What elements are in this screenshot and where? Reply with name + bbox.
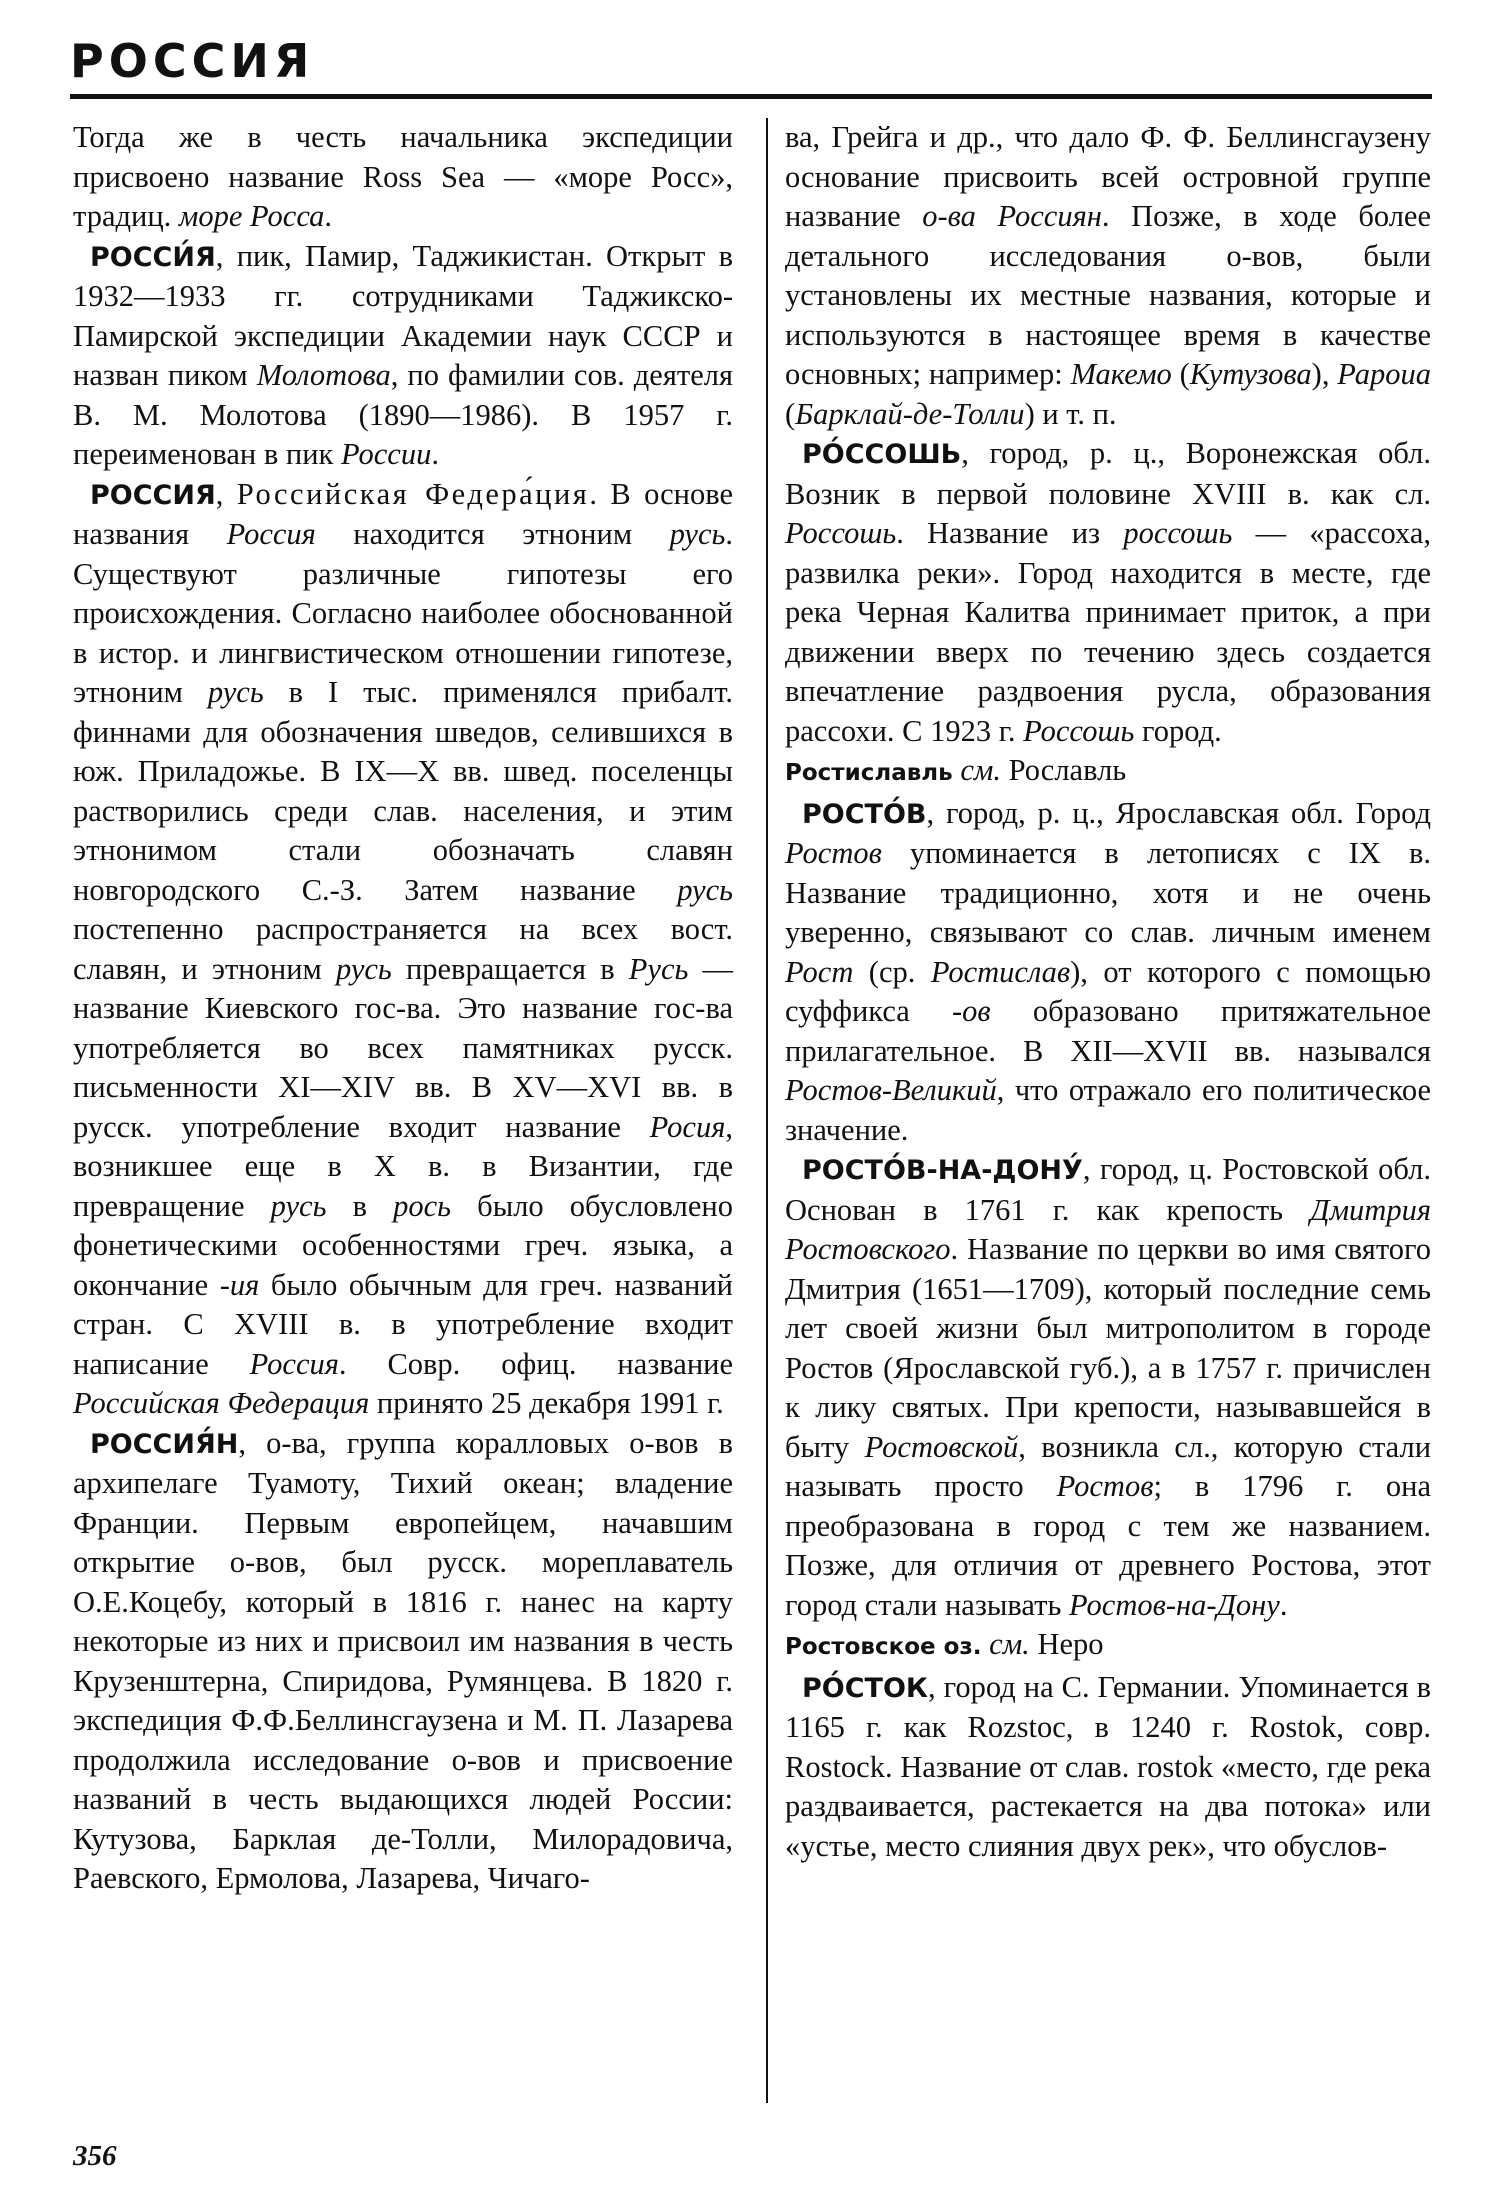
entry-continuation: Тогда же в честь начальника экспедиции присвоено название Ross Sea — «море Росс», традиц. море Росса.: [73, 120, 733, 233]
entry-continuation: ва, Грейга и др., что дало Ф. Ф. Беллинсгаузену основание присвоить всей островной группе название о-ва Россиян. Позже, в ходе более детального исследования о-вов, были установлены их местные названия, которые и используются в настоящее время в качестве основных; например: Макемо (Кутузова), Рароиа (Барклай-де-Толли) и т. п.: [785, 120, 1431, 431]
headword: РОССИЯ́Н: [90, 1428, 239, 1460]
right-column: [785, 118, 1431, 1866]
page-number: 356: [73, 2140, 117, 2172]
column-divider: [766, 118, 768, 2103]
headword: Ростиславль: [785, 760, 953, 786]
entry-rostov: РОСТО́В, город, р. ц., Ярославская обл. Город Ростов упоминается в летописях с IX в. Название традиционно, хотя и не очень уверенно, связывают со слав. личным именем Рост (ср. Ростислав), от которого с помощью суффикса -ов образовано притяжательное прилагательное. В XII—XVII вв. назывался Ростов-Великий, что отражало его политическое значение.: [785, 795, 1431, 1147]
cross-reference-rostislavl: Ростиславль см. Рославль: [785, 753, 1127, 787]
entry-rostov-na-donu: РОСТО́В-НА-ДОНУ́, город, ц. Ростовской обл. Основан в 1761 г. как крепость Дмитрия Ростовского. Название по церкви во имя святого Дмитрия (1651—1709), который последние семь лет своей жизни был митрополитом в городе Ростов (Ярославской губ.), а в 1757 г. причислен к лику святых. При крепости, называвшейся в быту Ростовской, возникла сл., которую стали называть просто Ростов; в 1796 г. она преобразована в город с тем же названием. Позже, для отличия от древнего Ростова, этот город стали называть Ростов-на-Дону.: [785, 1152, 1432, 1622]
entry-rossosh: РО́ССОШЬ, город, р. ц., Воронежская обл. Возник в первой половине XVIII в. как сл. Россошь. Название из россошь — «рассоха, развилка реки». Город находится в месте, где река Черная Калитва принимает приток, а при движении вверх по течению здесь создается впечатление раздвоения русла, образования рассохи. С 1923 г. Россошь город.: [785, 436, 1431, 748]
left-column: [73, 118, 733, 1899]
headword: РОССИЯ: [90, 479, 216, 511]
headword: РОСТО́В-НА-ДОНУ́: [802, 1155, 1083, 1186]
headword: РОСТО́В: [802, 798, 927, 830]
headword: РОССИ́Я: [90, 241, 216, 273]
entry-rossiya: РОССИЯ, Российская Федера́ция. В основе названия Россия находится этноним русь. Существуют различные гипотезы его происхождения. Согласно наиболее обоснованной в истор. и лингвистическом отношении гипотезе, этноним русь в I тыс. применялся прибалт. финнами для обозначения шведов, селившихся в юж. Приладожье. В IX—X вв. швед. поселенцы растворились среди слав. населения, и этим этнонимом стали обозначать славян новгородского С.-З. Затем название русь постепенно распространяется на всех вост. славян, и этноним русь превращается в Русь — название Киевского гос-ва. Это название гос-ва употребляется во всех памятниках русск. письменности XI—XIV вв. В XV—XVI вв. в русск. употребление входит название Росия, возникшее еще в X в. в Византии, где превращение русь в рось было обусловлено фонетическими особенностями греч. языка, а окончание -ия было обычным для греч. названий стран. С XVIII в. в употребление входит написание Россия. Совр. офиц. название Российская Федерация принято 25 декабря 1991 г.: [73, 476, 734, 1420]
headword: Ростовское оз.: [785, 1634, 982, 1660]
running-header-title: РОССИЯ: [70, 34, 315, 88]
cross-reference-rostovskoe: Ростовское оз. см. Неро: [785, 1627, 1104, 1661]
entry-rostok: РО́СТОК, город на С. Германии. Упоминается в 1165 г. как Rozstoc, в 1240 г. Rostok, совр. Rostock. Название от слав. rostok «место, где река раздваивается, растекается на два потока» или «устье, место слияния двух рек», что обуслов-: [785, 1669, 1431, 1863]
entry-rossiya-peak: РОССИ́Я, пик, Памир, Таджикистан. Открыт в 1932—1933 гг. сотрудниками Таджикско-Памирской экспедиции Академии наук СССР и назван пиком Молотова, по фамилии сов. деятеля В. М. Молотова (1890—1986). В 1957 г. переименован в пик России.: [73, 238, 733, 471]
header-rule: [70, 94, 1432, 99]
headword: РО́СТОК: [802, 1672, 928, 1704]
entry-rossiyan: РОССИЯ́Н, о-ва, группа коралловых о-вов в архипелаге Туамоту, Тихий океан; владение Франции. Первым европейцем, начавшим открытие о-вов, был русск. мореплаватель О.Е.Коцебу, который в 1816 г. нанес на карту некоторые из них и присвоил им названия в честь Крузенштерна, Спиридова, Румянцева. В 1820 г. экспедиция Ф.Ф.Беллинсгаузена и М. П. Лазарева продолжила исследование о-вов и присвоение названий в честь выдающихся людей России: Кутузова, Барклая де-Толли, Милорадовича, Раевского, Ермолова, Лазарева, Чичаго-: [73, 1425, 733, 1895]
headword: РО́ССОШЬ: [802, 439, 962, 470]
